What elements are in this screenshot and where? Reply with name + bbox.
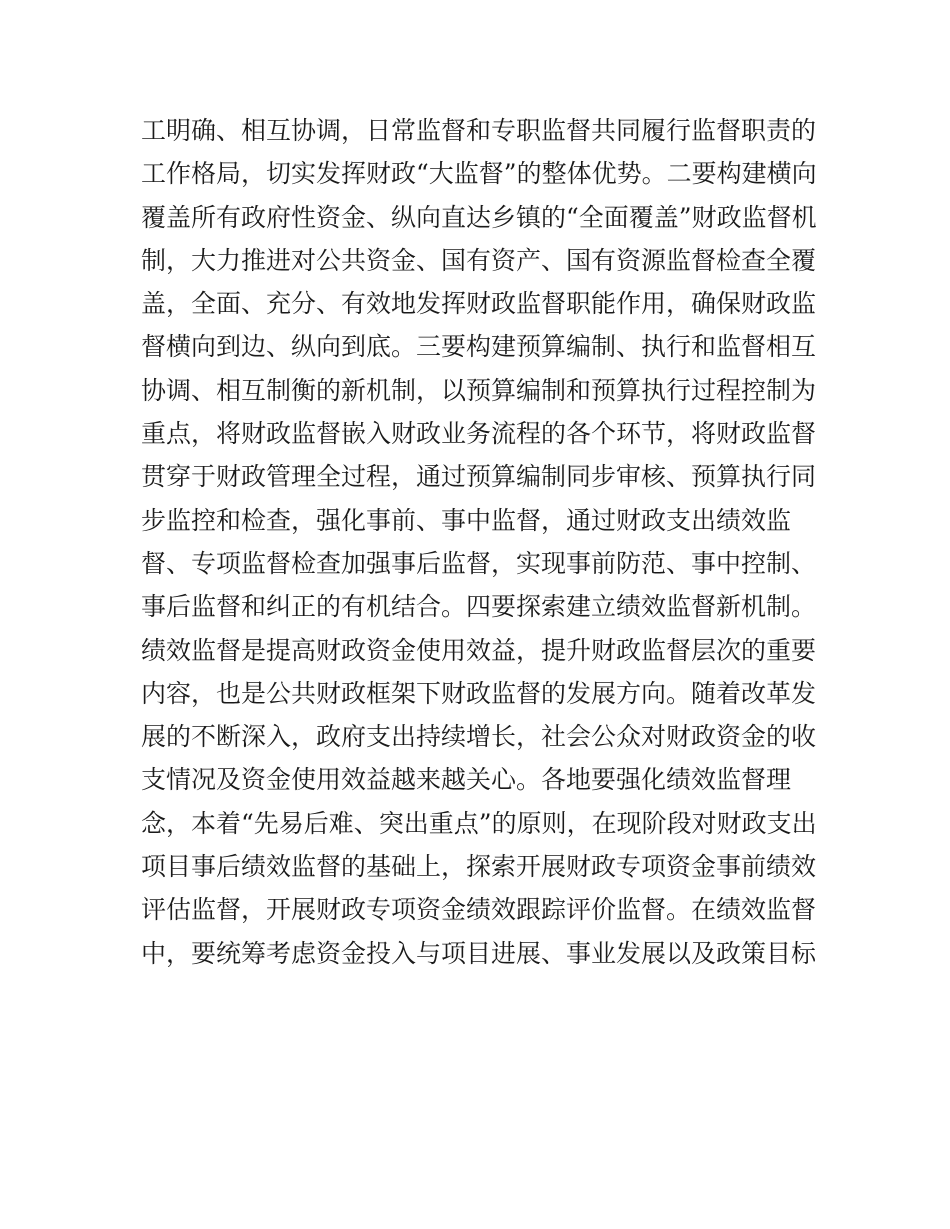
text-line: 步监控和检查，强化事前、事中监督，通过财政支出绩效监 bbox=[141, 505, 792, 535]
text-line: 中，要统筹考虑资金投入与项目进展、事业发展以及政策目标 bbox=[141, 938, 817, 968]
text-line: 协调、相互制衡的新机制，以预算编制和预算执行过程控制为 bbox=[141, 375, 817, 405]
text-line: 绩效监督是提高财政资金使用效益，提升财政监督层次的重要 bbox=[141, 635, 817, 665]
text-line: 盖，全面、充分、有效地发挥财政监督职能作用，确保财政监 bbox=[141, 289, 817, 319]
text-line: 制，大力推进对公共资金、国有资产、国有资源监督检查全覆 bbox=[141, 245, 817, 275]
text-line: 工明确、相互协调，日常监督和专职监督共同履行监督职责的 bbox=[141, 116, 817, 145]
text-line: 督、专项监督检查加强事后监督，实现事前防范、事中控制、 bbox=[141, 548, 817, 578]
text-line: 内容，也是公共财政框架下财政监督的发展方向。随着改革发 bbox=[141, 678, 817, 708]
text-line: 重点，将财政监督嵌入财政业务流程的各个环节，将财政监督 bbox=[141, 419, 817, 449]
text-line: 事后监督和纠正的有机结合。四要探索建立绩效监督新机制。 bbox=[141, 592, 817, 622]
text-line: 督横向到边、纵向到底。三要构建预算编制、执行和监督相互 bbox=[141, 332, 817, 362]
text-line: 覆盖所有政府性资金、纵向直达乡镇的“全面覆盖”财政监督机 bbox=[141, 202, 817, 232]
text-line: 支情况及资金使用效益越来越关心。各地要强化绩效监督理 bbox=[141, 765, 792, 795]
text-line: 项目事后绩效监督的基础上，探索开展财政专项资金事前绩效 bbox=[141, 852, 817, 882]
text-line: 贯穿于财政管理全过程，通过预算编制同步审核、预算执行同 bbox=[141, 462, 817, 492]
text-line: 评估监督，开展财政专项资金绩效跟踪评价监督。在绩效监督 bbox=[141, 895, 817, 925]
body-text bbox=[141, 109, 821, 975]
text-line: 工作格局，切实发挥财政“大监督”的整体优势。二要构建横向 bbox=[141, 159, 817, 189]
text-line: 念，本着“先易后难、突出重点”的原则，在现阶段对财政支出 bbox=[141, 808, 817, 838]
text-line: 展的不断深入，政府支出持续增长，社会公众对财政资金的收 bbox=[141, 722, 817, 752]
